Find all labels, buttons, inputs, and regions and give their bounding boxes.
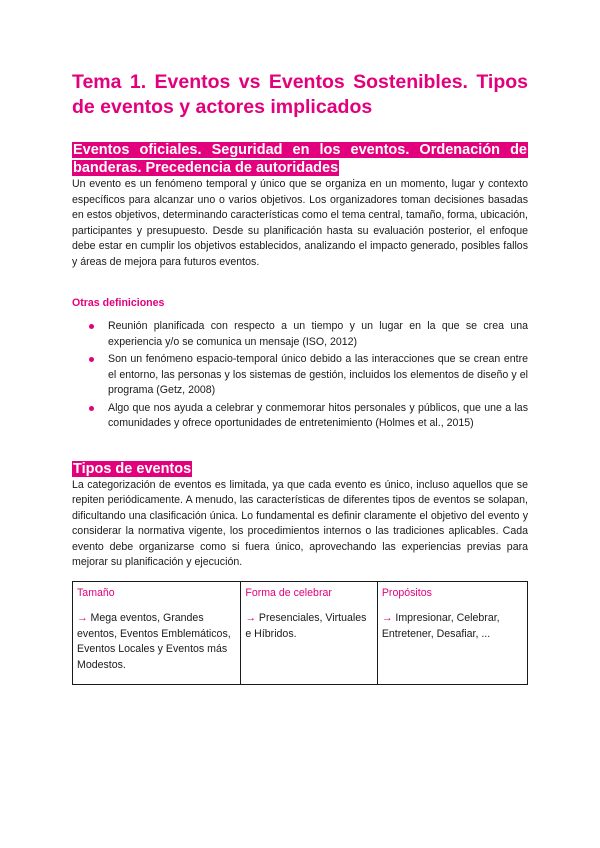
definition-text: Algo que nos ayuda a celebrar y conmemorar hitos personales y públicos, que une a las comunidades y ofrece oportunidades de entretenimiento (Holmes et al., 2015) [108, 401, 528, 429]
section-heading-tipos [72, 460, 528, 478]
arrow-right-icon: → [381, 612, 393, 624]
column-header: Forma de celebrar [245, 586, 332, 599]
definitions-heading: Otras definiciones [72, 297, 165, 309]
bullet-icon [89, 406, 94, 411]
arrow-right-icon: → [245, 612, 256, 624]
document-page [72, 70, 528, 685]
list-item [72, 401, 528, 432]
cell-content [245, 611, 373, 642]
section-heading-text: Tipos de eventos [73, 460, 192, 477]
list-item [72, 319, 528, 350]
event-types-table [72, 581, 528, 685]
cell-text: Presenciales, Virtuales e Híbridos. [245, 612, 367, 640]
definitions-list [72, 319, 528, 432]
cell-text: Mega eventos, Grandes eventos, Eventos Emblemáticos, Eventos Locales y Eventos más Modestos. [77, 612, 231, 671]
types-paragraph: La categorización de eventos es limitada, ya que cada evento es único, incluso aquellos que se repiten periódicamente. A menudo, las características de diferentes tipos de eventos se solapan, dificultando una clasificación única. Lo fundamental es definir claramente el objetivo del evento y considerar la normativa vigente, los procedimientos internos o las tradiciones aplicables. Cada evento debe organizarse como si fuera único, aprovechando las experiencias previas para mejorar su planificación y ejecución. [72, 478, 528, 568]
cell-content [77, 611, 236, 673]
column-header: Propósitos [381, 586, 432, 599]
bullet-icon [89, 324, 94, 329]
section-heading-eventos-oficiales [72, 141, 528, 177]
section-heading-text: Eventos oficiales. Seguridad en los eventos. Ordenación de banderas. Precedencia de autoridades [73, 142, 527, 176]
table-cell-propositos [377, 581, 527, 684]
page-title: Tema 1. Eventos vs Eventos Sostenibles. Tipos de eventos y actores implicados [72, 71, 528, 118]
cell-text: Impresionar, Celebrar, Entretener, Desafiar, ... [381, 612, 500, 640]
list-item [72, 352, 528, 399]
definition-text: Reunión planificada con respecto a un tiempo y un lugar en la que se crea una experiencia y/o se comunica un mensaje (ISO, 2012) [108, 320, 528, 348]
table-cell-tamano [73, 581, 241, 684]
arrow-right-icon: → [77, 612, 88, 624]
table-cell-forma [241, 581, 378, 684]
column-header: Tamaño [77, 586, 115, 599]
definition-text: Son un fenómeno espacio-temporal único debido a las interacciones que se crean entre el entorno, las personas y los sistemas de gestión, incluidos los elementos de diseño y el programa (Getz, 2008) [108, 353, 528, 396]
bullet-icon [89, 357, 94, 362]
table-row [73, 581, 528, 684]
intro-paragraph: Un evento es un fenómeno temporal y único que se organiza en un momento, lugar y contexto específicos para alcanzar uno o varios objetivos. Los organizadores toman decisiones basadas en estos objetivos, determinando características como el tema central, tamaño, forma, ubicación, participantes y presupuesto. Desde su planificación hasta su evaluación posterior, el enfoque debe estar en cumplir los objetivos establecidos, analizando el impacto generado, posibles fallos y áreas de mejora para futuros eventos. [72, 178, 528, 268]
cell-content [382, 611, 523, 642]
